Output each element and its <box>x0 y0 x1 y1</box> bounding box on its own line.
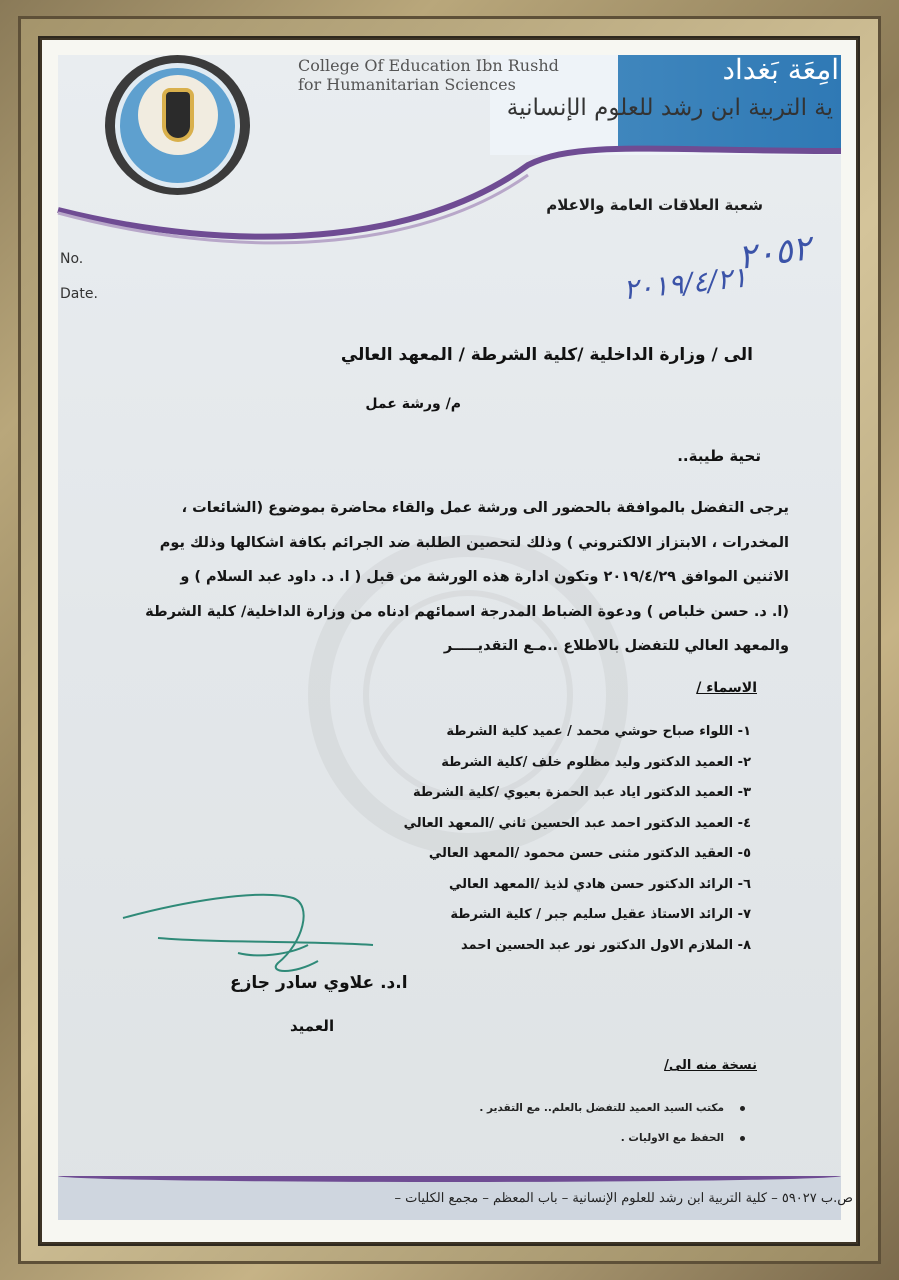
reference-date-label: Date. <box>60 286 98 302</box>
list-item <box>479 1093 745 1123</box>
college-name-arabic: ية التربية ابن رشد للعلوم الإنسانية <box>506 95 833 121</box>
signer-title: العميد <box>290 1017 335 1035</box>
names-list <box>404 717 751 961</box>
footer-address: ص.ب ٥٩٠٢٧ – كلية التربية ابن رشد للعلوم الإنسانية – باب المعظم – مجمع الكليات – <box>394 1191 853 1206</box>
letter-document <box>58 53 853 1220</box>
list-item: ٦- الرائد الدكتور حسن هادي لذيذ /المعهد العالي <box>448 876 751 892</box>
college-name-en-line1: College Of Education Ibn Rushd <box>298 56 559 75</box>
list-item: ٤- العميد الدكتور احمد عبد الحسين ثاني /المعهد العالي <box>403 815 751 831</box>
list-item: ١- اللواء صباح حوشي محمد / عميد كلية الشرطة <box>446 724 751 739</box>
greeting: تحية طيبة.. <box>677 447 761 465</box>
department-name: شعبة العلاقات العامة والاعلام <box>546 196 763 214</box>
subject-line: م/ ورشة عمل <box>365 396 461 412</box>
letter-body <box>69 491 789 664</box>
body-line: الاثنين الموافق ٢٠١٩/٤/٢٩ وتكون ادارة هذه الورشة من قبل ( ا. د. داود عبد السلام ) و <box>180 569 789 585</box>
bullet-icon <box>740 1136 745 1141</box>
handwritten-date: ٢٠١٩/٤/٢١ <box>621 260 749 307</box>
names-heading: الاسماء / <box>696 680 757 696</box>
pen-icon <box>166 92 190 138</box>
university-name-arabic: امِعَة بَغداد <box>722 53 839 86</box>
list-item: ٧- الرائد الاستاذ عقيل سليم جبر / كلية الشرطة <box>450 907 751 922</box>
list-item: ٨- الملازم الاول الدكتور نور عبد الحسين احمد <box>461 937 751 953</box>
list-item: ٣- العميد الدكتور اياد عبد الحمزة بعيوي /كلية الشرطة <box>412 785 751 800</box>
college-name-en-line2: for Humanitarian Sciences <box>298 75 516 94</box>
handwritten-reference-number: ٢٠٥٢ <box>735 228 814 278</box>
logo-emblem <box>138 75 218 155</box>
list-item <box>479 1123 745 1153</box>
college-name-english <box>298 56 559 94</box>
copy-item-text: مكتب السيد العميد للتفضل بالعلم.. مع التقدير . <box>479 1102 724 1114</box>
list-item: ٢- العميد الدكتور وليد مظلوم خلف /كلية الشرطة <box>441 754 751 770</box>
copy-to-heading: نسخة منه الى/ <box>664 1058 757 1073</box>
addressee: الى / وزارة الداخلية /كلية الشرطة / المعهد العالي <box>340 345 753 365</box>
body-line: والمعهد العالي للتفضل بالاطلاع ..مـع التقديـــــر <box>443 638 789 654</box>
body-line: يرجى التفضل بالموافقة بالحضور الى ورشة عمل والقاء محاضرة بموضوع (الشائعات ، <box>181 500 789 516</box>
body-line: (ا. د. حسن خلباص ) ودعوة الضباط المدرجة اسمائهم ادناه من وزارة الداخلية/ كلية الشرطة <box>145 603 789 620</box>
reference-number-label: No. <box>60 251 84 267</box>
bullet-icon <box>740 1106 745 1111</box>
copy-item-text: الحفظ مع الاوليات . <box>620 1132 724 1144</box>
signer-name: ا.د. علاوي سادر جازع <box>230 973 408 993</box>
list-item: ٥- العقيد الدكتور مثنى حسن محمود /المعهد العالي <box>428 846 751 861</box>
body-line: المخدرات ، الابتزاز الالكتروني ) وذلك لتحصين الطلبة ضد الجرائم بكافة اشكالها وذلك يوم <box>159 534 789 551</box>
copy-to-list <box>479 1093 745 1153</box>
